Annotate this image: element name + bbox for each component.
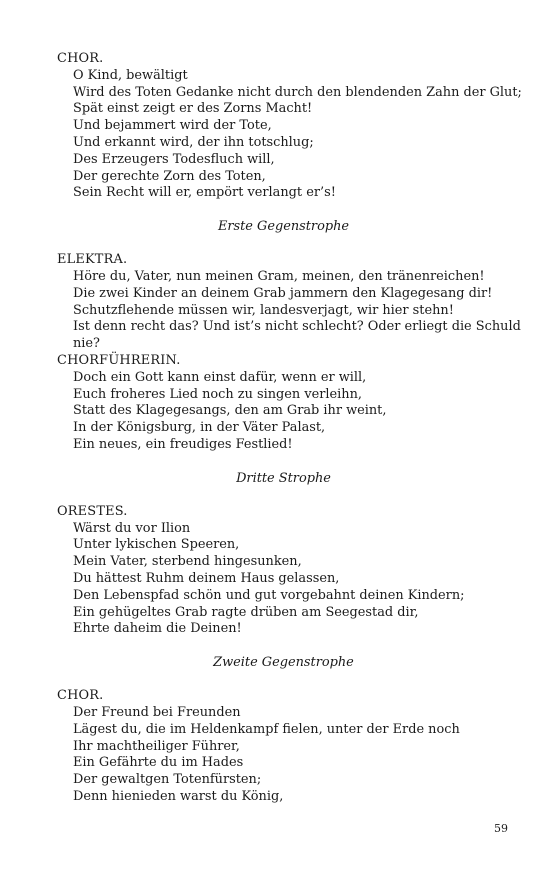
verse-line: Die zwei Kinder an deinem Grab jammern den Klagegesang dir! [73,285,493,301]
verse-line: Wird des Toten Gedanke nicht durch den blendenden Zahn der Glut; [73,84,522,100]
speaker-label: CHOR. [57,688,104,704]
verse-line: Ehrte daheim die Deinen! [73,621,242,637]
verse-line: Ihr machtheiliger Führer, [73,738,240,754]
speaker-label: CHOR. [57,51,104,66]
verse-line: Ein neues, ein freudiges Festlied! [73,436,293,452]
verse-line: Lägest du, die im Heldenkampf fielen, unter der Erde noch [73,721,460,737]
verse-line: Ein gehügeltes Grab ragte drüben am Seegestad dir, [73,604,419,620]
verse-line: Statt des Klagegesangs, den am Grab ihr weint, [73,403,387,419]
verse-line: Schutzflehende müssen wir, landesverjagt, wir hier stehn! [73,302,454,318]
verse-line: Der Freund bei Freunden [73,704,241,720]
verse-line: Und erkannt wird, der ihn totschlug; [73,134,314,150]
verse-line: Sein Recht will er, empört verlangt er’s! [73,185,336,201]
verse-line: Den Lebenspfad schön und gut vorgebahnt deinen Kindern; [73,587,465,603]
verse-line: Du hättest Ruhm deinem Haus gelassen, [73,570,340,586]
verse-line: Ein Gefährte du im Hades [73,755,244,771]
verse-line: In der Königsburg, in der Väter Palast, [73,420,326,436]
play-text [57,51,522,806]
page-number: 59 [494,822,508,835]
strophe-heading: Erste Gegenstrophe [217,219,350,235]
verse-line: Unter lykischen Speeren, [73,537,240,553]
verse-line: Euch froheres Lied noch zu singen verleihn, [73,386,362,402]
verse-line: Wärst du vor Ilion [73,520,191,536]
verse-line: O Kind, bewältigt [73,67,188,83]
verse-line: Ist denn recht das? Und ist’s nicht schlecht? Oder erliegt die Schuld [73,319,521,335]
verse-line: Und bejammert wird der Tote, [73,118,272,134]
verse-line: Denn hienieden warst du König, [73,788,284,804]
verse-line: Der gerechte Zorn des Toten, [73,168,266,184]
verse-line: Mein Vater, sterbend hingesunken, [73,554,302,570]
strophe-heading: Dritte Strophe [236,470,331,486]
speaker-label: ORESTES. [57,503,128,519]
verse-line: nie? [73,336,100,352]
verse-line: Höre du, Vater, nun meinen Gram, meinen, den tränenreichen! [73,268,485,284]
verse-line: Der gewaltgen Totenfürsten; [73,772,262,788]
strophe-heading: Zweite Gegenstrophe [213,655,354,671]
speaker-label: CHORFÜHRERIN. [57,352,181,368]
verse-line: Des Erzeugers Todesfluch will, [73,151,275,167]
verse-line: Doch ein Gott kann einst dafür, wenn er will, [73,369,367,385]
speaker-label: ELEKTRA. [57,252,128,268]
verse-line: Spät einst zeigt er des Zorns Macht! [73,101,313,117]
